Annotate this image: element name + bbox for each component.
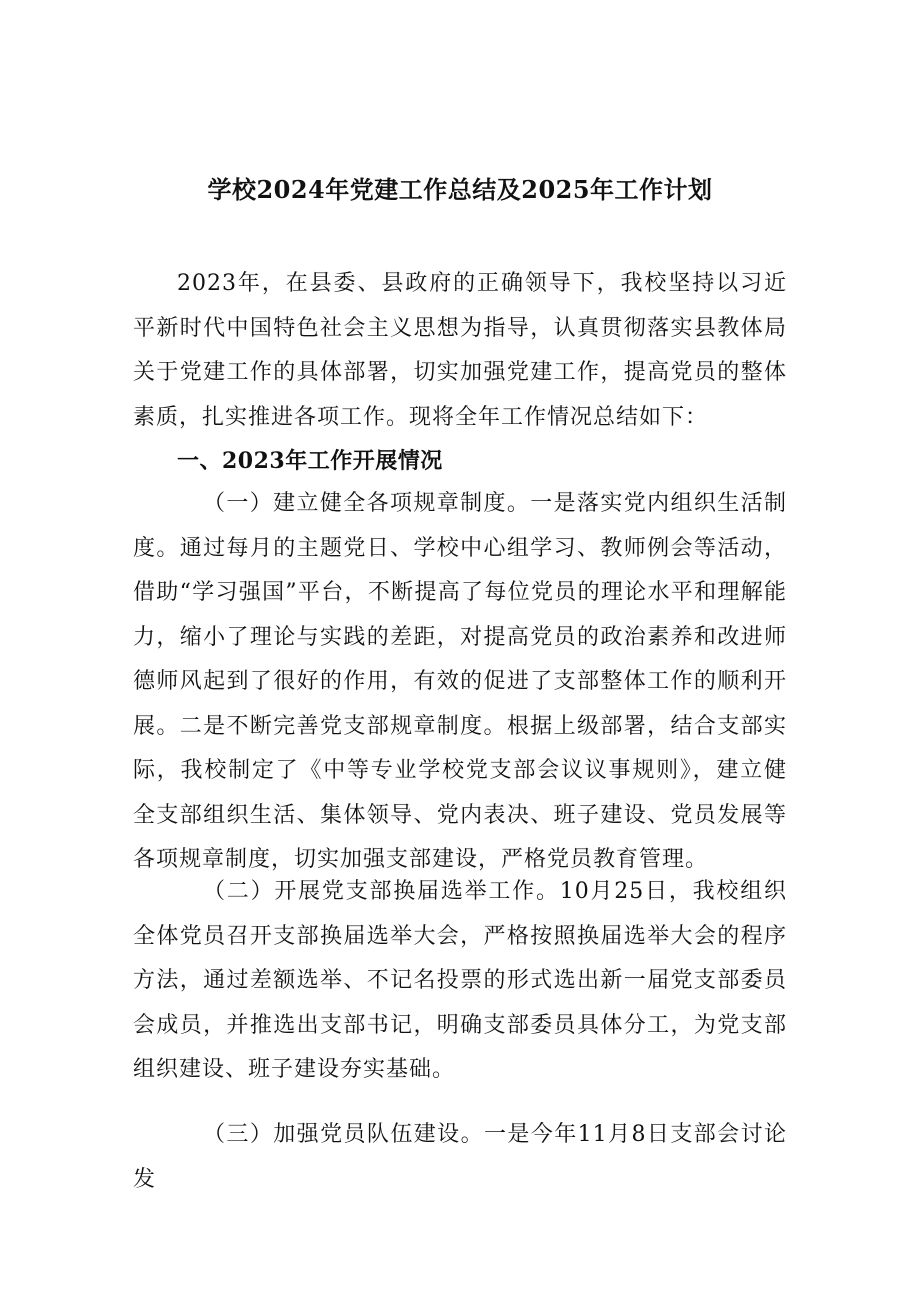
section-heading: 一、2023年工作开展情况 xyxy=(177,448,443,474)
paragraph-election: （二）开展党支部换届选举工作。10月25日，我校组织全体党员召开支部换届选举大会，严格按照换届选举大会的程序方法，通过差额选举、不记名投票的形式选出新一届党支部委员会成员，并推选出支部书记，明确支部委员具体分工，为党支部组织建设、班子建设夯实基础。 xyxy=(133,879,787,1082)
intro-paragraph: 2023年，在县委、县政府的正确领导下，我校坚持以习近平新时代中国特色社会主义思想为指导，认真贯彻落实县教体局关于党建工作的具体部署，切实加强党建工作，提高党员的整体素质，扎实推进各项工作。现将全年工作情况总结如下： xyxy=(133,271,787,430)
document-title: 学校2024年党建工作总结及2025年工作计划 xyxy=(207,175,713,204)
paragraph-team-building: （三）加强党员队伍建设。一是今年11月8日支部会讨论发 xyxy=(133,1122,787,1192)
paragraph-regulations: （一）建立健全各项规章制度。一是落实党内组织生活制度。通过每月的主题党日、学校中心组学习、教师例会等活动，借助“学习强国”平台，不断提高了每位党员的理论水平和理解能力，缩小了理论与实践的差距，对提高党员的政治素养和改进师德师风起到了很好的作用，有效的促进了支部整体工作的顺利开展。二是不断完善党支部规章制度。根据上级部署，结合支部实际，我校制定了《中等专业学校党支部会议议事规则》，建立健全支部组织生活、集体领导、党内表决、班子建设、党员发展等各项规章制度，切实加强支部建设，严格党员教育管理。 xyxy=(133,491,787,872)
